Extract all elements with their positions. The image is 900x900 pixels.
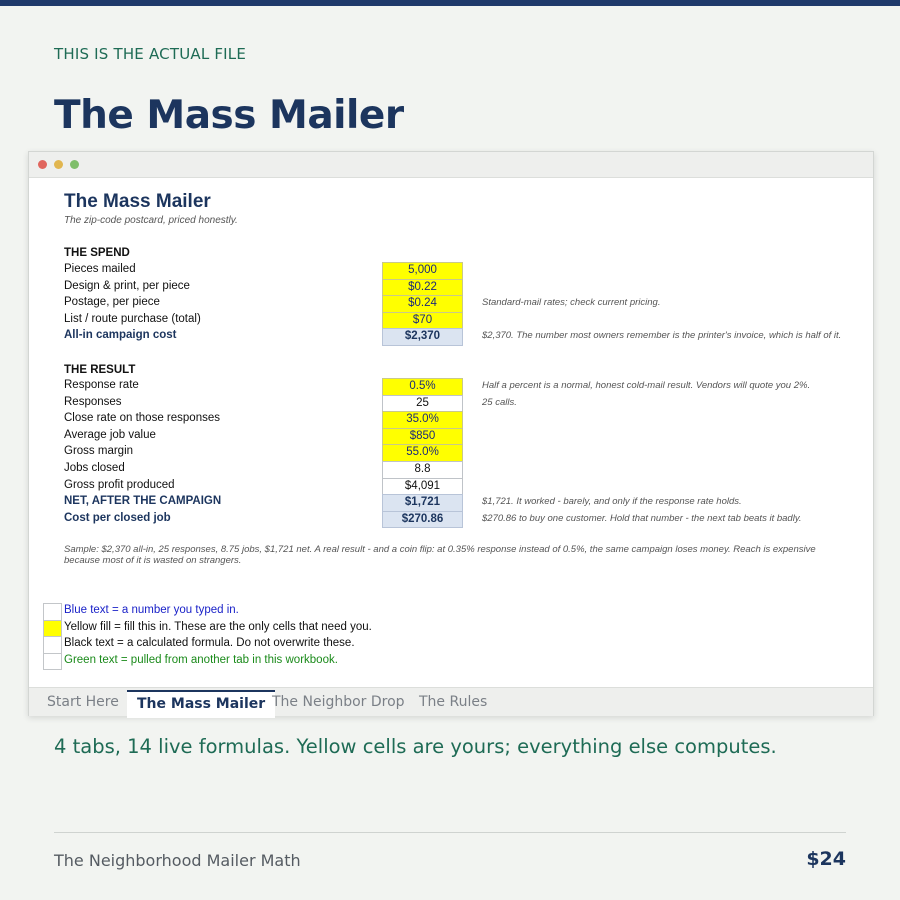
tab-the-rules[interactable]: The Rules (419, 694, 488, 710)
table-row (29, 328, 873, 345)
tab-the-neighbor-drop[interactable]: The Neighbor Drop (272, 694, 405, 710)
row-label-net-after-the-campaign: NET, AFTER THE CAMPAIGN (64, 495, 222, 508)
table-row (29, 478, 873, 495)
product-name: The Neighborhood Mailer Math (54, 851, 301, 870)
row-label-close-rate-on-those-responses: Close rate on those responses (64, 412, 220, 425)
spend-section-heading: THE SPEND (64, 247, 130, 259)
total-cell-cost-per-closed-job[interactable]: $270.86 (382, 511, 463, 529)
row-label-response-rate: Response rate (64, 379, 139, 391)
spreadsheet-window (28, 151, 874, 716)
legend-swatch (43, 653, 62, 671)
input-cell-gross-margin[interactable]: 55.0% (382, 444, 463, 462)
page-title: The Mass Mailer (54, 93, 404, 138)
legend-swatch (43, 636, 62, 654)
input-cell-response-rate[interactable]: 0.5% (382, 378, 463, 396)
legend-swatch (43, 620, 62, 638)
row-label-jobs-closed: Jobs closed (64, 462, 125, 474)
table-row (29, 444, 873, 461)
close-window-dot-icon[interactable] (38, 160, 47, 169)
legend-item (43, 636, 543, 653)
legend-text: Green text = pulled from another tab in this workbook. (64, 653, 338, 666)
total-cell-all-in-campaign-cost[interactable]: $2,370 (382, 328, 463, 346)
input-cell-pieces-mailed[interactable]: 5,000 (382, 262, 463, 280)
legend-text: Black text = a calculated formula. Do not overwrite these. (64, 637, 355, 650)
table-row (29, 461, 873, 478)
row-label-responses: Responses (64, 395, 122, 408)
table-row (29, 494, 873, 511)
row-label-gross-margin: Gross margin (64, 445, 134, 458)
row-note: $1,721. It worked - barely, and only if the response rate holds. (482, 496, 742, 508)
row-note: $2,370. The number most owners remember is the printer's invoice, which is half of it. (482, 330, 842, 342)
window-titlebar (29, 152, 873, 178)
table-row (29, 279, 873, 296)
row-note: Half a percent is a normal, honest cold-mail result. Vendors will quote you 2%. (482, 380, 811, 391)
legend-text: Blue text = a number you typed in. (64, 604, 239, 616)
formula-cell-jobs-closed[interactable]: 8.8 (382, 461, 463, 479)
table-row (29, 312, 873, 329)
legend-text: Yellow fill = fill this in. These are the only cells that need you. (64, 620, 372, 633)
row-note: 25 calls. (482, 396, 517, 408)
row-label-cost-per-closed-job: Cost per closed job (64, 511, 171, 524)
input-cell-design-print-per-piece[interactable]: $0.22 (382, 279, 463, 297)
input-cell-average-job-value[interactable]: $850 (382, 428, 463, 446)
row-label-design-print-per-piece: Design & print, per piece (64, 279, 190, 292)
row-label-average-job-value: Average job value (64, 428, 156, 441)
sheet-tab-bar (29, 687, 873, 716)
row-note: Standard-mail rates; check current pricing. (482, 297, 661, 309)
input-cell-close-rate-on-those-responses[interactable]: 35.0% (382, 411, 463, 429)
table-row (29, 295, 873, 312)
legend-item (43, 603, 543, 620)
sample-summary-note: Sample: $2,370 all-in, 25 responses, 8.75 jobs, $1,721 net. A real result - and a coin flip: at 0.35% response instead of 0.5%, the same campaign loses money. Reach is expensive because most of it is wasted on strangers. (64, 544, 816, 566)
legend-swatch (43, 603, 62, 621)
table-row (29, 428, 873, 445)
input-cell-postage-per-piece[interactable]: $0.24 (382, 295, 463, 313)
table-row (29, 378, 873, 395)
row-label-all-in-campaign-cost: All-in campaign cost (64, 329, 177, 342)
table-row (29, 511, 873, 528)
input-cell-list-route-purchase-total[interactable]: $70 (382, 312, 463, 330)
sheet-subtitle: The zip-code postcard, priced honestly. (64, 215, 238, 226)
formula-cell-gross-profit-produced[interactable]: $4,091 (382, 478, 463, 496)
table-row (29, 411, 873, 428)
formula-cell-responses[interactable]: 25 (382, 395, 463, 413)
tab-start-here[interactable]: Start Here (47, 694, 119, 710)
eyebrow-label: THIS IS THE ACTUAL FILE (54, 45, 247, 63)
row-label-postage-per-piece: Postage, per piece (64, 296, 160, 309)
top-accent-bar (0, 0, 900, 6)
sheet-title: The Mass Mailer (64, 191, 211, 212)
tab-the-mass-mailer[interactable]: The Mass Mailer (127, 690, 275, 718)
price-label: $24 (806, 848, 846, 870)
row-label-pieces-mailed: Pieces mailed (64, 263, 136, 275)
row-label-gross-profit-produced: Gross profit produced (64, 478, 175, 491)
caption: 4 tabs, 14 live formulas. Yellow cells are yours; everything else computes. (54, 735, 777, 758)
result-section-heading: THE RESULT (64, 364, 136, 376)
row-note: $270.86 to buy one customer. Hold that number - the next tab beats it badly. (482, 512, 802, 524)
legend-item (43, 620, 543, 637)
total-cell-net-after-the-campaign[interactable]: $1,721 (382, 494, 463, 512)
table-row (29, 395, 873, 412)
legend-item (43, 653, 543, 670)
maximize-window-dot-icon[interactable] (70, 160, 79, 169)
worksheet (29, 178, 873, 688)
row-label-list-route-purchase-total: List / route purchase (total) (64, 312, 201, 325)
footer-divider (54, 832, 846, 833)
minimize-window-dot-icon[interactable] (54, 160, 63, 169)
table-row (29, 262, 873, 279)
